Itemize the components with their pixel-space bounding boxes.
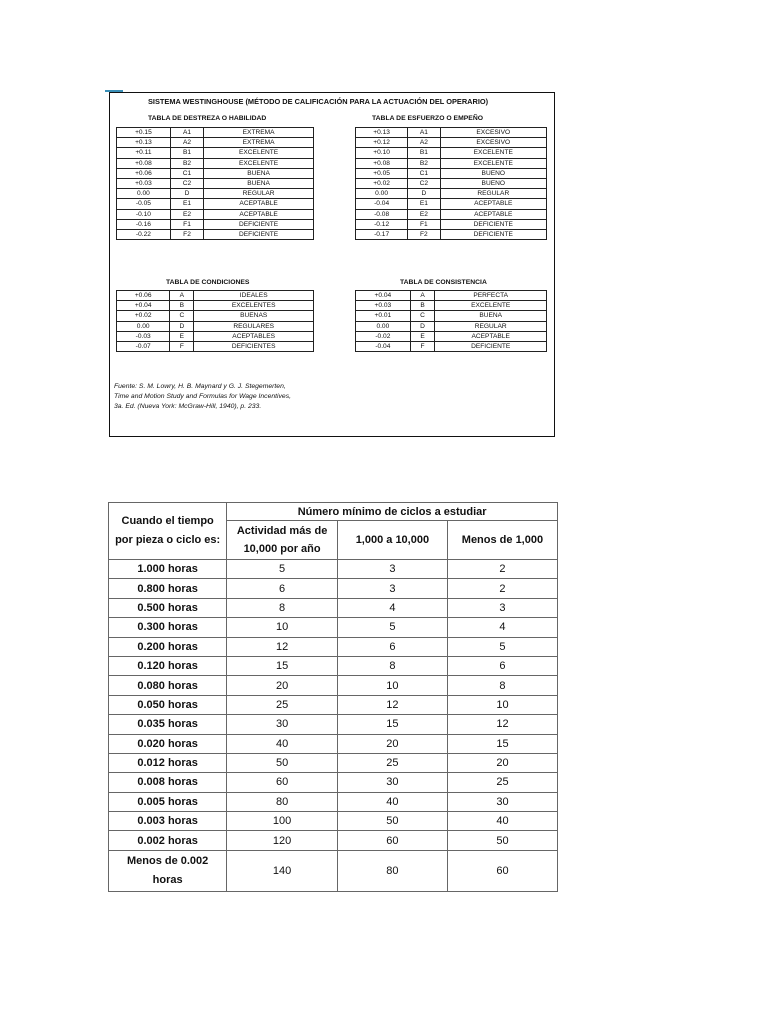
class-cell: C (410, 311, 435, 321)
factor-cell: -0.04 (356, 341, 411, 351)
low-activity-cell: 20 (447, 753, 557, 772)
cycles-row (109, 676, 558, 695)
westinghouse-title: SISTEMA WESTINGHOUSE (MÉTODO DE CALIFICACIÓN PARA LA ACTUACIÓN DEL OPERARIO) (148, 97, 489, 106)
rating-row (117, 229, 314, 239)
rating-cell: BUENO (440, 168, 546, 178)
rating-row (356, 158, 547, 168)
rating-row (356, 199, 547, 209)
rating-cell: DEFICIENTE (435, 341, 547, 351)
class-cell: E1 (408, 199, 440, 209)
rating-row (356, 178, 547, 188)
rating-row (117, 168, 314, 178)
class-cell: C2 (408, 178, 440, 188)
low-activity-cell: 6 (447, 656, 557, 675)
time-cell: 0.005 horas (109, 792, 227, 811)
rating-row (117, 138, 314, 148)
mid-activity-cell: 25 (337, 753, 447, 772)
rating-row (117, 189, 314, 199)
factor-cell: -0.07 (117, 341, 170, 351)
factor-cell: +0.01 (356, 311, 411, 321)
rating-cell: REGULAR (435, 321, 547, 331)
factor-cell: +0.02 (356, 178, 408, 188)
cycles-row (109, 753, 558, 772)
rating-row (356, 209, 547, 219)
rating-row (117, 148, 314, 158)
time-cell: 0.120 horas (109, 656, 227, 675)
rating-cell: ACEPTABLE (440, 209, 546, 219)
rating-cell: EXCELENTES (194, 301, 314, 311)
high-activity-header: Actividad más de 10,000 por año (227, 521, 338, 560)
rating-row (117, 331, 314, 341)
class-cell: C (170, 311, 194, 321)
rating-cell: EXTREMA (204, 128, 314, 138)
high-activity-cell: 100 (227, 812, 338, 831)
time-cell: 0.020 horas (109, 734, 227, 753)
class-cell: A1 (170, 128, 203, 138)
rating-row (356, 321, 547, 331)
factor-cell: -0.03 (117, 331, 170, 341)
mid-activity-cell: 5 (337, 618, 447, 637)
factor-cell: 0.00 (117, 321, 170, 331)
time-cell: 0.008 horas (109, 773, 227, 792)
factor-cell: -0.10 (117, 209, 171, 219)
cycles-row (109, 734, 558, 753)
high-activity-cell: 140 (227, 850, 338, 891)
rating-cell: ACEPTABLE (204, 209, 314, 219)
rating-cell: PERFECTA (435, 291, 547, 301)
class-cell: F (170, 341, 194, 351)
mid-activity-cell: 15 (337, 715, 447, 734)
cycles-row (109, 695, 558, 714)
time-cell: 0.300 horas (109, 618, 227, 637)
class-cell: B2 (408, 158, 440, 168)
cycles-row (109, 618, 558, 637)
class-cell: C1 (170, 168, 203, 178)
class-cell: B (170, 301, 194, 311)
class-cell: F1 (170, 219, 203, 229)
high-activity-cell: 80 (227, 792, 338, 811)
rating-row (117, 128, 314, 138)
time-cell: 0.080 horas (109, 676, 227, 695)
rating-row (356, 148, 547, 158)
rating-cell: EXCESIVO (440, 128, 546, 138)
cycles-row (109, 560, 558, 579)
time-cell: 0.003 horas (109, 812, 227, 831)
mid-activity-cell: 12 (337, 695, 447, 714)
class-cell: D (170, 321, 194, 331)
time-cell: 0.002 horas (109, 831, 227, 850)
class-cell: F2 (170, 229, 203, 239)
high-activity-cell: 6 (227, 579, 338, 598)
rating-row (356, 189, 547, 199)
low-activity-cell: 10 (447, 695, 557, 714)
high-activity-cell: 10 (227, 618, 338, 637)
esfuerzo-title: TABLA DE ESFUERZO O EMPEÑO (372, 115, 484, 122)
class-cell: B1 (170, 148, 203, 158)
cycles-row (109, 598, 558, 617)
mid-activity-cell: 80 (337, 850, 447, 891)
rating-row (117, 209, 314, 219)
westinghouse-panel (109, 92, 555, 437)
rating-cell: EXCELENTE (204, 148, 314, 158)
low-activity-cell: 25 (447, 773, 557, 792)
high-activity-cell: 12 (227, 637, 338, 656)
high-activity-cell: 8 (227, 598, 338, 617)
low-activity-cell: 50 (447, 831, 557, 850)
rating-cell: EXCELENTE (440, 158, 546, 168)
rating-cell: ACEPTABLE (204, 199, 314, 209)
rating-cell: REGULAR (204, 189, 314, 199)
low-activity-cell: 40 (447, 812, 557, 831)
source-line: Fuente: S. M. Lowry, H. B. Maynard y G. J. Stegemerten, (114, 383, 286, 390)
rating-row (356, 301, 547, 311)
mid-activity-cell: 3 (337, 579, 447, 598)
low-activity-cell: 5 (447, 637, 557, 656)
high-activity-cell: 20 (227, 676, 338, 695)
rating-row (356, 229, 547, 239)
class-cell: F (410, 341, 435, 351)
factor-cell: -0.22 (117, 229, 171, 239)
rating-row (117, 199, 314, 209)
rating-row (117, 291, 314, 301)
rating-cell: BUENA (204, 178, 314, 188)
factor-cell: +0.11 (117, 148, 171, 158)
factor-cell: +0.04 (117, 301, 170, 311)
high-activity-cell: 50 (227, 753, 338, 772)
factor-cell: +0.06 (117, 168, 171, 178)
rating-row (356, 341, 547, 351)
rating-cell: EXCELENTE (204, 158, 314, 168)
rating-cell: BUENA (204, 168, 314, 178)
destreza-title: TABLA DE DESTREZA O HABILIDAD (148, 115, 267, 122)
class-cell: C2 (170, 178, 203, 188)
mid-activity-cell: 6 (337, 637, 447, 656)
factor-cell: +0.06 (117, 291, 170, 301)
consistencia-title: TABLA DE CONSISTENCIA (400, 279, 487, 286)
factor-cell: +0.08 (356, 158, 408, 168)
rating-cell: REGULAR (440, 189, 546, 199)
class-cell: A2 (170, 138, 203, 148)
time-cell: Menos de 0.002 horas (109, 850, 227, 891)
rating-cell: EXCESIVO (440, 138, 546, 148)
factor-cell: +0.08 (117, 158, 171, 168)
high-activity-cell: 120 (227, 831, 338, 850)
high-activity-cell: 30 (227, 715, 338, 734)
min-cycles-header: Número mínimo de ciclos a estudiar (227, 503, 558, 521)
factor-cell: 0.00 (356, 321, 411, 331)
factor-cell: +0.13 (356, 128, 408, 138)
rating-cell: BUENAS (194, 311, 314, 321)
low-activity-cell: 60 (447, 850, 557, 891)
rating-row (356, 138, 547, 148)
mid-activity-cell: 50 (337, 812, 447, 831)
factor-cell: +0.10 (356, 148, 408, 158)
low-activity-header: Menos de 1,000 (447, 521, 557, 560)
factor-cell: +0.15 (117, 128, 171, 138)
rating-cell: BUENO (440, 178, 546, 188)
rating-cell: ACEPTABLE (435, 331, 547, 341)
rating-cell: IDEALES (194, 291, 314, 301)
factor-cell: +0.03 (356, 301, 411, 311)
class-cell: C1 (408, 168, 440, 178)
cycles-row (109, 831, 558, 850)
rating-row (117, 321, 314, 331)
rating-cell: ACEPTABLES (194, 331, 314, 341)
mid-activity-header: 1,000 a 10,000 (337, 521, 447, 560)
class-cell: A1 (408, 128, 440, 138)
rating-cell: ACEPTABLE (440, 199, 546, 209)
rating-cell: DEFICIENTE (204, 229, 314, 239)
class-cell: F1 (408, 219, 440, 229)
high-activity-cell: 5 (227, 560, 338, 579)
mid-activity-cell: 60 (337, 831, 447, 850)
factor-cell: +0.13 (117, 138, 171, 148)
cycles-row (109, 773, 558, 792)
rating-row (356, 168, 547, 178)
rating-row (356, 311, 547, 321)
high-activity-cell: 40 (227, 734, 338, 753)
rating-cell: DEFICIENTE (204, 219, 314, 229)
factor-cell: -0.08 (356, 209, 408, 219)
rating-row (117, 341, 314, 351)
rating-row (356, 331, 547, 341)
class-cell: A2 (408, 138, 440, 148)
rating-cell: DEFICIENTE (440, 229, 546, 239)
time-cell: 0.012 horas (109, 753, 227, 772)
rating-cell: EXCELENTE (435, 301, 547, 311)
mid-activity-cell: 8 (337, 656, 447, 675)
class-cell: A (170, 291, 194, 301)
factor-cell: -0.04 (356, 199, 408, 209)
class-cell: F2 (408, 229, 440, 239)
mid-activity-cell: 30 (337, 773, 447, 792)
class-cell: E (410, 331, 435, 341)
rating-row (117, 178, 314, 188)
cycles-row (109, 715, 558, 734)
mid-activity-cell: 3 (337, 560, 447, 579)
rating-row (117, 219, 314, 229)
factor-cell: 0.00 (117, 189, 171, 199)
class-cell: E (170, 331, 194, 341)
low-activity-cell: 2 (447, 579, 557, 598)
low-activity-cell: 2 (447, 560, 557, 579)
cycles-row (109, 850, 558, 891)
class-cell: E1 (170, 199, 203, 209)
time-cell: 1.000 horas (109, 560, 227, 579)
rating-cell: BUENA (435, 311, 547, 321)
class-cell: E2 (408, 209, 440, 219)
class-cell: D (408, 189, 440, 199)
factor-cell: +0.02 (117, 311, 170, 321)
cycles-table (108, 502, 558, 892)
mid-activity-cell: 4 (337, 598, 447, 617)
class-cell: B1 (408, 148, 440, 158)
low-activity-cell: 4 (447, 618, 557, 637)
mid-activity-cell: 10 (337, 676, 447, 695)
class-cell: B (410, 301, 435, 311)
mid-activity-cell: 20 (337, 734, 447, 753)
low-activity-cell: 15 (447, 734, 557, 753)
low-activity-cell: 8 (447, 676, 557, 695)
rating-cell: DEFICIENTES (194, 341, 314, 351)
factor-cell: -0.05 (117, 199, 171, 209)
factor-cell: -0.17 (356, 229, 408, 239)
factor-cell: +0.05 (356, 168, 408, 178)
factor-cell: -0.12 (356, 219, 408, 229)
time-cell: 0.050 horas (109, 695, 227, 714)
factor-cell: +0.12 (356, 138, 408, 148)
low-activity-cell: 12 (447, 715, 557, 734)
source-line: Time and Motion Study and Formulas for Wage Incentives, (114, 393, 291, 400)
cycles-row (109, 637, 558, 656)
rating-row (356, 128, 547, 138)
rating-row (117, 311, 314, 321)
source-line: 3a. Ed. (Nueva York: McGraw-Hill, 1940), p. 233. (114, 403, 262, 410)
factor-cell: +0.03 (117, 178, 171, 188)
consistencia-table (355, 290, 547, 352)
rating-row (117, 158, 314, 168)
high-activity-cell: 60 (227, 773, 338, 792)
class-cell: D (410, 321, 435, 331)
class-cell: E2 (170, 209, 203, 219)
high-activity-cell: 15 (227, 656, 338, 675)
condiciones-title: TABLA DE CONDICIONES (166, 279, 250, 286)
rating-row (356, 219, 547, 229)
time-per-cycle-header: Cuando el tiempo por pieza o ciclo es: (109, 503, 227, 560)
mid-activity-cell: 40 (337, 792, 447, 811)
class-cell: B2 (170, 158, 203, 168)
time-cell: 0.500 horas (109, 598, 227, 617)
rating-cell: DEFICIENTE (440, 219, 546, 229)
low-activity-cell: 30 (447, 792, 557, 811)
time-cell: 0.035 horas (109, 715, 227, 734)
rating-cell: EXCELENTE (440, 148, 546, 158)
rating-cell: REGULARES (194, 321, 314, 331)
time-cell: 0.800 horas (109, 579, 227, 598)
high-activity-cell: 25 (227, 695, 338, 714)
low-activity-cell: 3 (447, 598, 557, 617)
condiciones-table (116, 290, 314, 352)
factor-cell: -0.02 (356, 331, 411, 341)
factor-cell: -0.16 (117, 219, 171, 229)
source-note (114, 382, 291, 412)
cycles-row (109, 656, 558, 675)
cycles-row (109, 792, 558, 811)
esfuerzo-table (355, 127, 547, 240)
destreza-table (116, 127, 314, 240)
rating-cell: EXTREMA (204, 138, 314, 148)
cycles-row (109, 579, 558, 598)
rating-row (356, 291, 547, 301)
rating-row (117, 301, 314, 311)
factor-cell: +0.04 (356, 291, 411, 301)
cycles-row (109, 812, 558, 831)
time-cell: 0.200 horas (109, 637, 227, 656)
class-cell: D (170, 189, 203, 199)
class-cell: A (410, 291, 435, 301)
factor-cell: 0.00 (356, 189, 408, 199)
